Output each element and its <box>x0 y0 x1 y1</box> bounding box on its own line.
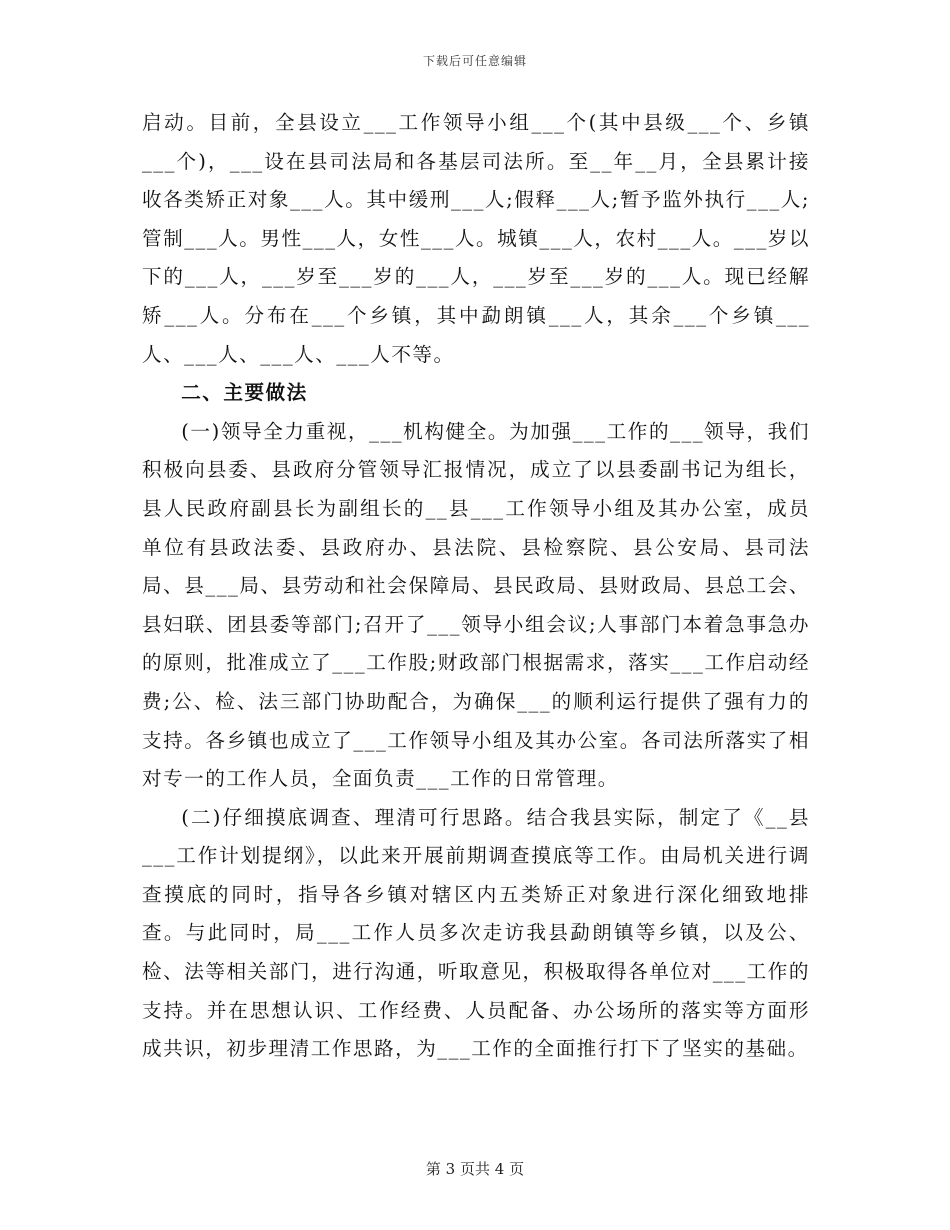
document-body <box>142 104 810 1069</box>
paragraph-3: (二)仔细摸底调查、理清可行思路。结合我县实际，制定了《__县___工作计划提纲》，以此来开展前期调查摸底等工作。由局机关进行调查摸底的同时，指导各乡镇对辖区内五类矫正对象进行深化细致地排查。与此同时，局___工作人员多次走访我县勐朗镇等乡镇，以及公、检、法等相关部门，进行沟通，听取意见，积极取得各单位对___工作的支持。并在思想认识、工作经费、人员配备、办公场所的落实等方面形成共识，初步理清工作思路，为___工作的全面推行打下了坚实的基础。 <box>142 805 810 1061</box>
paragraph-2: (一)领导全力重视，___机构健全。为加强___工作的___领导，我们积极向县委、县政府分管领导汇报情况，成立了以县委副书记为组长，县人民政府副县长为副组长的__县___工作领导小组及其办公室，成员单位有县政法委、县政府办、县法院、县检察院、县公安局、县司法局、县___局、县劳动和社会保障局、县民政局、县财政局、县总工会、县妇联、团县委等部门;召开了___领导小组会议;人事部门本着急事急办的原则，批准成立了___工作股;财政部门根据需求，落实___工作启动经费;公、检、法三部门协助配合，为确保___的顺利运行提供了强有力的支持。各乡镇也成立了___工作领导小组及其办公室。各司法所落实了相对专一的工作人员，全面负责___工作的日常管理。 <box>142 419 810 791</box>
paragraph-1: 启动。目前，全县设立___工作领导小组___个(其中县级___个、乡镇___个)，___设在县司法局和各基层司法所。至__年__月，全县累计接收各类矫正对象___人。其中缓刑___人;假释___人;暂予监外执行___人;管制___人。男性___人，女性___人。城镇___人，农村___人。___岁以下的___人，___岁至___岁的___人，___岁至___岁的___人。现已经解矫___人。分布在___个乡镇，其中勐朗镇___人，其余___个乡镇___人、___人、___人、___人不等。 <box>142 111 810 366</box>
section-heading: 二、主要做法 <box>181 381 308 405</box>
page-header: 下载后可任意编辑 <box>422 54 527 68</box>
page-footer: 第 3 页共 4 页 <box>425 1160 525 1178</box>
